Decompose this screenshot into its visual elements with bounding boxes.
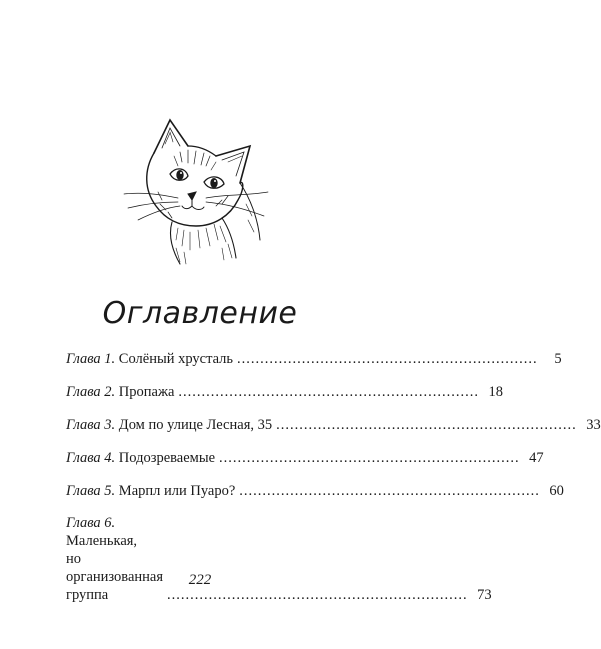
toc-entry-2[interactable] bbox=[66, 383, 504, 401]
chapter-title: Пропажа bbox=[118, 384, 175, 400]
chapter-label: Глава 6. bbox=[66, 515, 116, 531]
toc-entry-6[interactable] bbox=[66, 514, 492, 604]
chapter-label: Глава 3. bbox=[66, 417, 116, 433]
leader-dots: ................................................................. bbox=[167, 587, 468, 603]
leader-dots: ................................................................. bbox=[276, 417, 577, 433]
chapter-title: Подозреваемые bbox=[118, 450, 216, 466]
chapter-title: Марпл или Пуаро? bbox=[118, 483, 236, 499]
leader-dots: ................................................................. bbox=[239, 483, 540, 499]
chapter-title: Солёный хрусталь bbox=[118, 351, 234, 367]
leader-dots: ................................................................. bbox=[237, 351, 538, 367]
page-number: 5 bbox=[554, 351, 562, 367]
toc-entry-3[interactable] bbox=[66, 416, 601, 434]
chapter-title: Дом по улице Лесная, 35 bbox=[118, 417, 273, 433]
page-number: 47 bbox=[529, 450, 544, 466]
chapter-label: Глава 4. bbox=[66, 450, 116, 466]
chapter-label: Глава 5. bbox=[66, 483, 116, 499]
toc-heading: Оглавление bbox=[102, 296, 298, 331]
toc-entry-5[interactable] bbox=[66, 482, 564, 500]
chapter-title-line2: но организованная группа bbox=[66, 551, 164, 603]
leader-dots: ................................................................. bbox=[219, 450, 520, 466]
page-number: 33 bbox=[586, 417, 601, 433]
chapter-label: Глава 2. bbox=[66, 384, 116, 400]
page-number: 18 bbox=[488, 384, 504, 400]
leader-dots: ................................................................. bbox=[178, 384, 480, 400]
page-folio: 222 bbox=[188, 572, 212, 588]
chapter-label: Глава 1. bbox=[66, 351, 116, 367]
toc-entry-1[interactable] bbox=[66, 350, 562, 368]
page-number: 60 bbox=[549, 483, 564, 499]
toc-entry-4[interactable] bbox=[66, 449, 544, 467]
page-number: 73 bbox=[477, 587, 492, 603]
cat-illustration bbox=[118, 108, 284, 268]
chapter-title: Маленькая, bbox=[66, 533, 138, 549]
